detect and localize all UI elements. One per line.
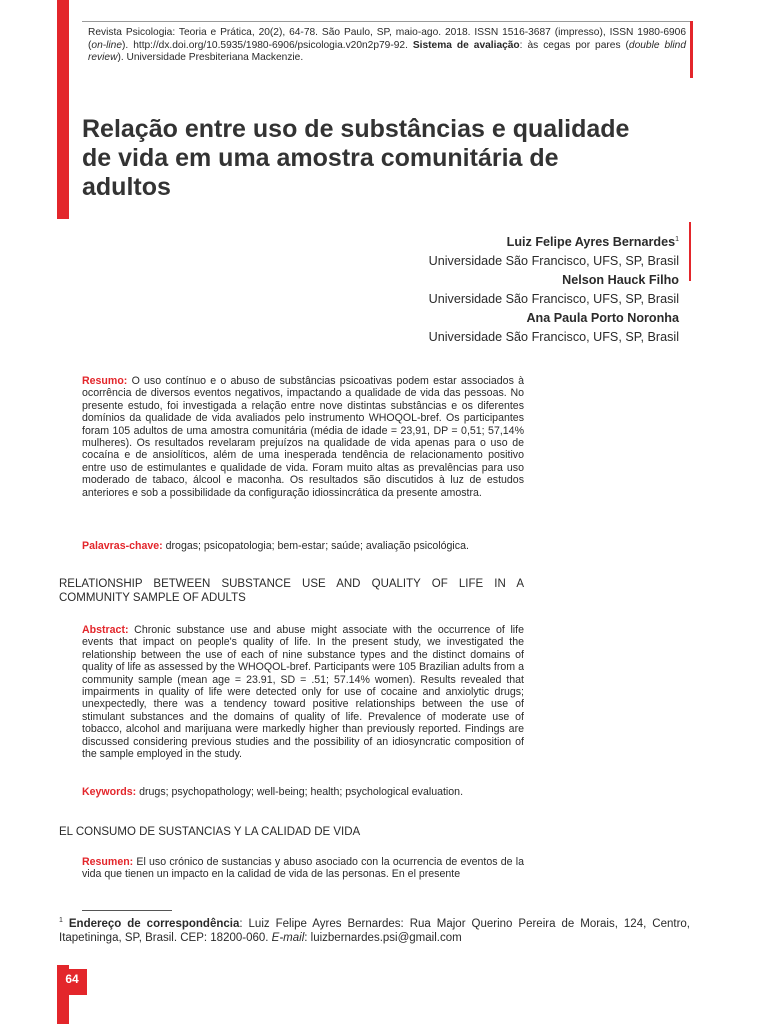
abstract-paragraph: Abstract: Chronic substance use and abuse might associate with the occurrence of life events that impact on people's quality of life. In the present study, we investigated the relationship between the use of each of nine substance types and the distinct domains of quality of life as assessed by the WHOQOL-bref. Participants were 105 Brazilian adults from a community sample (mean age = 23.91, SD = .51; 57.14% women). Results revealed that impairments in quality of life were detected only for use of cocaine and anxiolytic drugs; unexpectedly, there was a tendency toward positive relationships between the use of stimulant substances and the domains of quality of life. Prevalence of moderate use of tobacco, alcohol and marijuana were markedly higher than previously reported. Findings are discussed considering previous studies and the possibility of an idiosyncratic composition of the sample employed in the study.	[82, 624, 524, 761]
author-name: Ana Paula Porto Noronha	[526, 311, 679, 326]
header-rule	[82, 21, 692, 22]
english-title: RELATIONSHIP BETWEEN SUBSTANCE USE AND QUALITY OF LIFE IN A COMMUNITY SAMPLE OF ADULTS	[59, 578, 524, 605]
page-number: 64	[57, 969, 87, 995]
footnote: $^1$ Endereço de correspondência: Luiz Felipe Ayres Bernardes: Rua Major Querino Pereira de Morais, 124, Centro, Itapetininga, SP, Brasil. CEP: 18200-060. E-mail: luizbernardes.psi@gmail.com	[59, 917, 690, 945]
author-list	[380, 230, 679, 347]
article-title: Relação entre uso de substâncias e qualidade de vida em uma amostra comunitária de adultos	[82, 115, 630, 201]
review-label: Sistema de avaliação	[412, 39, 520, 51]
author-affiliation: Universidade São Francisco, UFS, SP, Brasil	[428, 330, 679, 345]
author-affiliation: Universidade São Francisco, UFS, SP, Brasil	[428, 292, 679, 307]
author-name: Luiz Felipe Ayres Bernardes$^1$	[506, 235, 679, 250]
palavras-chave: Palavras-chave: drogas; psicopatologia; bem-estar; saúde; avaliação psicológica.	[82, 540, 469, 552]
left-accent-bar	[57, 0, 69, 219]
spanish-title: EL CONSUMO DE SUSTANCIAS Y LA CALIDAD DE VIDA	[59, 826, 361, 838]
resumo-paragraph: Resumo: O uso contínuo e o abuso de substâncias psicoativas podem estar associados à ocorrência de diversos eventos negativos, impactando a qualidade de vida das pessoas. No presente estudo, foi investigada a relação entre nove distintas substâncias e os diferentes domínios da qualidade de vida avaliados pelo instrumento WHOQOL-bref. Os participantes foram 105 adultos de uma amostra comunitária (média de idade = 23,91, DP = 0,51; 57,14% mulheres). Os resultados revelaram prejuízos na qualidade de vida apenas para o uso de cocaína e de ansiolíticos, além de uma inesperada tendência de relacionamento positivo entre uso de estimulantes e qualidade de vida. Foram muito altas as prevalências para uso moderado de tabaco, álcool e maconha. Os resultados são discutidos à luz de estudos anteriores e sob a possibilidade da configuração idiossincrática da presente amostra.	[82, 375, 524, 499]
authors-accent-line	[689, 222, 691, 281]
resumen-paragraph: Resumen: El uso crónico de sustancias y abuso asociado con la ocurrencia de eventos de la vida que tienen un impacto en la calidad de vida de las personas. En el presente	[82, 856, 524, 881]
footnote-rule	[82, 910, 172, 911]
header-accent-line	[690, 21, 693, 78]
journal-citation: Revista Psicologia: Teoria e Prática, 20(2), 64-78. São Paulo, SP, maio-ago. 2018. ISSN 1516-3687 (impresso), ISSN 1980-6906 (on-line). http://dx.doi.org/10.5935/1980-6906/psicologia.v20n2p79-92. Sistema de avaliação: às cegas por pares (double blind review). Universidade Presbiteriana Mackenzie.	[88, 27, 686, 63]
keywords: Keywords: drugs; psychopathology; well-being; health; psychological evaluation.	[82, 786, 464, 798]
author-name: Nelson Hauck Filho	[562, 273, 679, 288]
author-affiliation: Universidade São Francisco, UFS, SP, Brasil	[428, 254, 679, 269]
